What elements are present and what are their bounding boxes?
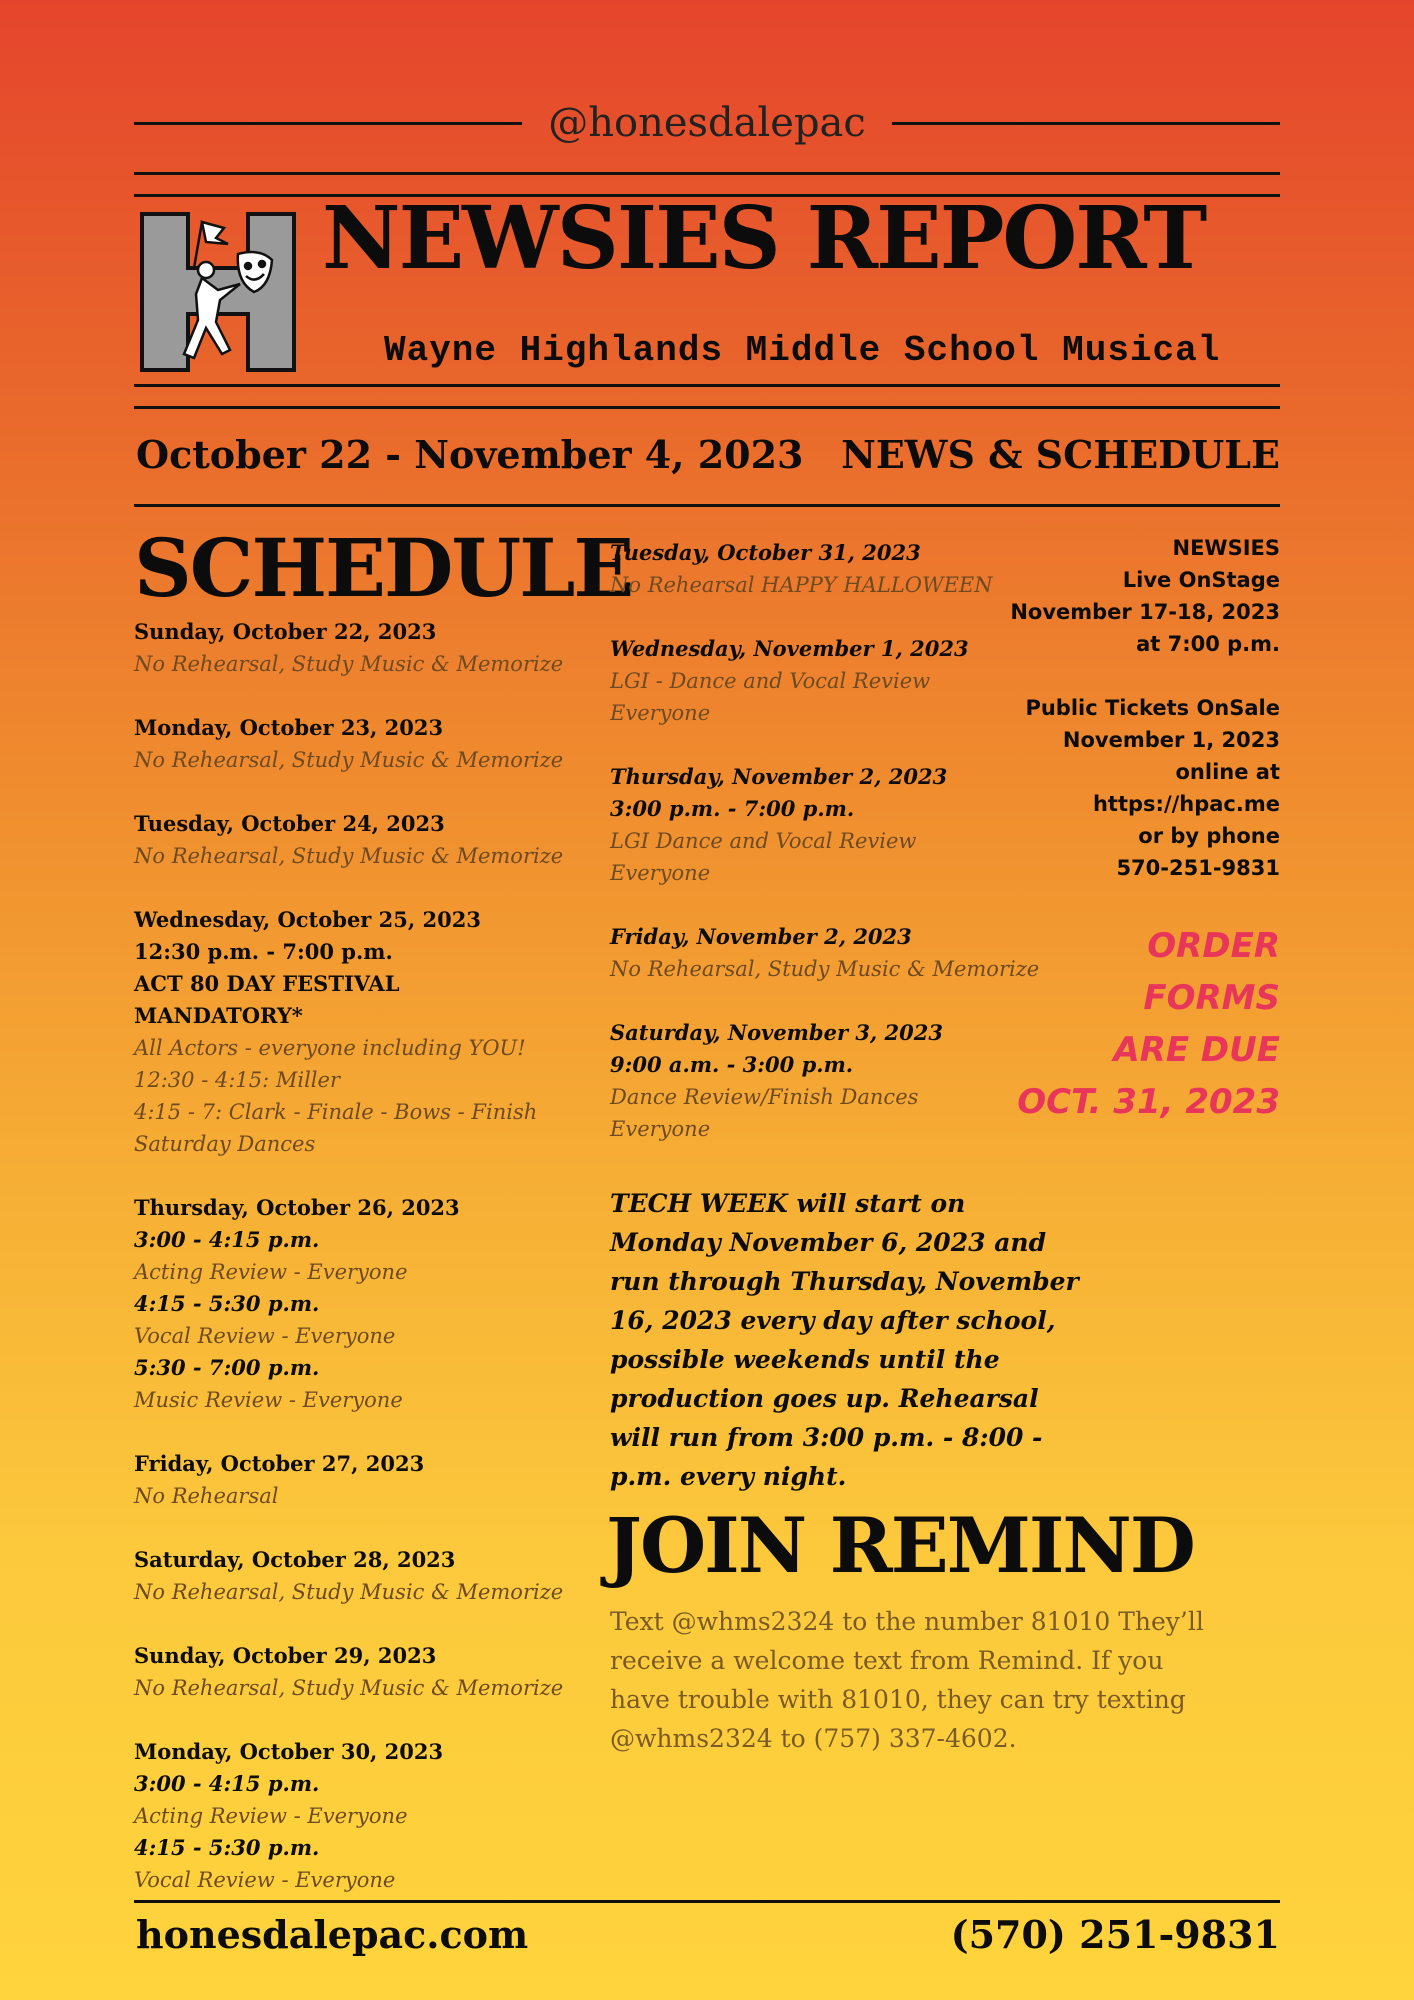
schedule-time: ACT 80 DAY FESTIVAL xyxy=(134,971,400,996)
schedule-entry xyxy=(134,1640,584,1704)
schedule-note: No Rehearsal, Study Music & Memorize xyxy=(134,1676,564,1700)
footer-phone[interactable]: (570) 251-9831 xyxy=(950,1912,1280,1957)
schedule-note: Dance Review/Finish Dances xyxy=(610,1085,919,1109)
date-range: October 22 - November 4, 2023 xyxy=(136,432,804,477)
schedule-note: Acting Review - Everyone xyxy=(134,1260,408,1284)
schedule-date: Wednesday, October 25, 2023 xyxy=(134,907,481,932)
divider xyxy=(892,122,1280,125)
schedule-date: Friday, October 27, 2023 xyxy=(134,1451,425,1476)
section-label: NEWS & SCHEDULE xyxy=(841,432,1280,477)
order-forms-line: OCT. 31, 2023 xyxy=(1017,1082,1280,1122)
schedule-entry xyxy=(610,633,1070,729)
schedule-time: 12:30 p.m. - 7:00 p.m. xyxy=(134,939,393,964)
schedule-left-column xyxy=(134,616,584,1928)
schedule-entry xyxy=(610,921,1070,985)
ticket-info-line: November 1, 2023 xyxy=(1062,728,1280,752)
ticket-info-line: 570-251-9831 xyxy=(1116,856,1280,880)
schedule-note: Everyone xyxy=(610,701,711,725)
schedule-time: 9:00 a.m. - 3:00 p.m. xyxy=(610,1052,854,1077)
schedule-note: No Rehearsal xyxy=(134,1484,279,1508)
schedule-time: 3:00 - 4:15 p.m. xyxy=(134,1771,320,1796)
school-logo xyxy=(136,210,300,374)
schedule-entry xyxy=(610,537,1070,601)
divider xyxy=(134,504,1280,507)
schedule-date: Sunday, October 29, 2023 xyxy=(134,1643,437,1668)
join-remind-body: Text @whms2324 to the number 81010 They’ll receive a welcome text from Remind. If you have trouble with 81010, they can try texting @whms2324 to (757) 337-4602. xyxy=(610,1607,1204,1753)
schedule-entry xyxy=(134,1192,584,1416)
schedule-note: No Rehearsal, Study Music & Memorize xyxy=(134,748,564,772)
schedule-entry xyxy=(134,904,584,1160)
schedule-entry xyxy=(134,1544,584,1608)
ticket-info xyxy=(1025,692,1280,884)
footer-website[interactable]: honesdalepac.com xyxy=(136,1912,529,1957)
schedule-time: 4:15 - 5:30 p.m. xyxy=(134,1835,320,1860)
social-handle: @honesdalepac xyxy=(548,100,866,146)
schedule-date: Tuesday, October 24, 2023 xyxy=(134,811,445,836)
schedule-note: No Rehearsal, Study Music & Memorize xyxy=(610,957,1040,981)
schedule-note: All Actors - everyone including YOU! xyxy=(134,1036,526,1060)
order-forms-notice xyxy=(1017,920,1280,1128)
schedule-note: Vocal Review - Everyone xyxy=(134,1868,396,1892)
schedule-date: Sunday, October 22, 2023 xyxy=(134,619,437,644)
schedule-note: No Rehearsal, Study Music & Memorize xyxy=(134,844,564,868)
schedule-date: Saturday, October 28, 2023 xyxy=(134,1547,456,1572)
schedule-date: Tuesday, October 31, 2023 xyxy=(610,540,921,565)
schedule-note: Vocal Review - Everyone xyxy=(134,1324,396,1348)
schedule-time: MANDATORY* xyxy=(134,1003,303,1028)
schedule-time: 4:15 - 5:30 p.m. xyxy=(134,1291,320,1316)
schedule-note: No Rehearsal, Study Music & Memorize xyxy=(134,1580,564,1604)
show-info-line: November 17-18, 2023 xyxy=(1010,600,1280,624)
schedule-note: Everyone xyxy=(610,1117,711,1141)
schedule-middle-column xyxy=(610,537,1070,1177)
schedule-note: Everyone xyxy=(610,861,711,885)
schedule-time: 3:00 p.m. - 7:00 p.m. xyxy=(610,796,855,821)
order-forms-line: FORMS xyxy=(1143,978,1280,1018)
schedule-entry xyxy=(134,712,584,776)
ticket-info-line: online at xyxy=(1175,760,1280,784)
handle-bar xyxy=(134,95,1280,151)
schedule-entry xyxy=(134,808,584,872)
schedule-entry xyxy=(610,761,1070,889)
schedule-entry xyxy=(134,1448,584,1512)
ticket-info-line: or by phone xyxy=(1138,824,1280,848)
schedule-note: Saturday Dances xyxy=(134,1132,316,1156)
page-subtitle: Wayne Highlands Middle School Musical xyxy=(384,330,1221,371)
schedule-note: Music Review - Everyone xyxy=(134,1388,403,1412)
schedule-date: Saturday, November 3, 2023 xyxy=(610,1020,943,1045)
schedule-time: 5:30 - 7:00 p.m. xyxy=(134,1355,320,1380)
schedule-note: LGI Dance and Vocal Review xyxy=(610,829,917,853)
divider xyxy=(134,122,522,125)
schedule-entry xyxy=(610,1017,1070,1145)
schedule-heading: SCHEDULE xyxy=(134,521,633,615)
divider xyxy=(134,406,1280,409)
schedule-date: Thursday, November 2, 2023 xyxy=(610,764,948,789)
schedule-entry xyxy=(134,1736,584,1896)
schedule-note: No Rehearsal HAPPY HALLOWEEN xyxy=(610,573,993,597)
divider xyxy=(134,384,1280,387)
show-info-line: Live OnStage xyxy=(1122,568,1280,592)
schedule-note: 12:30 - 4:15: Miller xyxy=(134,1068,340,1092)
order-forms-line: ARE DUE xyxy=(1113,1030,1280,1070)
show-info-line: at 7:00 p.m. xyxy=(1136,632,1280,656)
divider xyxy=(134,172,1280,175)
schedule-note: LGI - Dance and Vocal Review xyxy=(610,669,931,693)
schedule-note: Acting Review - Everyone xyxy=(134,1804,408,1828)
page-title: NEWSIES REPORT xyxy=(322,188,1206,289)
schedule-date: Friday, November 2, 2023 xyxy=(610,924,912,949)
schedule-date: Monday, October 23, 2023 xyxy=(134,715,444,740)
show-info-line: NEWSIES xyxy=(1172,536,1280,560)
schedule-date: Thursday, October 26, 2023 xyxy=(134,1195,460,1220)
ticket-info-line: https://hpac.me xyxy=(1092,792,1280,816)
ticket-info-line: Public Tickets OnSale xyxy=(1025,696,1280,720)
join-remind-heading: JOIN REMIND xyxy=(606,1501,1194,1590)
order-forms-line: ORDER xyxy=(1147,926,1280,966)
schedule-time: 3:00 - 4:15 p.m. xyxy=(134,1227,320,1252)
tech-week-notice: TECH WEEK will start on Monday November 6, 2023 and run through Thursday, November 16, 2023 every day after school, possible weekends until the production goes up. Rehearsal will run from 3:00 p.m. - 8:00 - p.m. every night. xyxy=(610,1189,1079,1491)
schedule-date: Wednesday, November 1, 2023 xyxy=(610,636,969,661)
show-info xyxy=(1010,532,1280,660)
schedule-entry xyxy=(134,616,584,680)
schedule-note: 4:15 - 7: Clark - Finale - Bows - Finish xyxy=(134,1100,538,1124)
schedule-date: Monday, October 30, 2023 xyxy=(134,1739,444,1764)
schedule-note: No Rehearsal, Study Music & Memorize xyxy=(134,652,564,676)
divider xyxy=(134,1900,1280,1903)
